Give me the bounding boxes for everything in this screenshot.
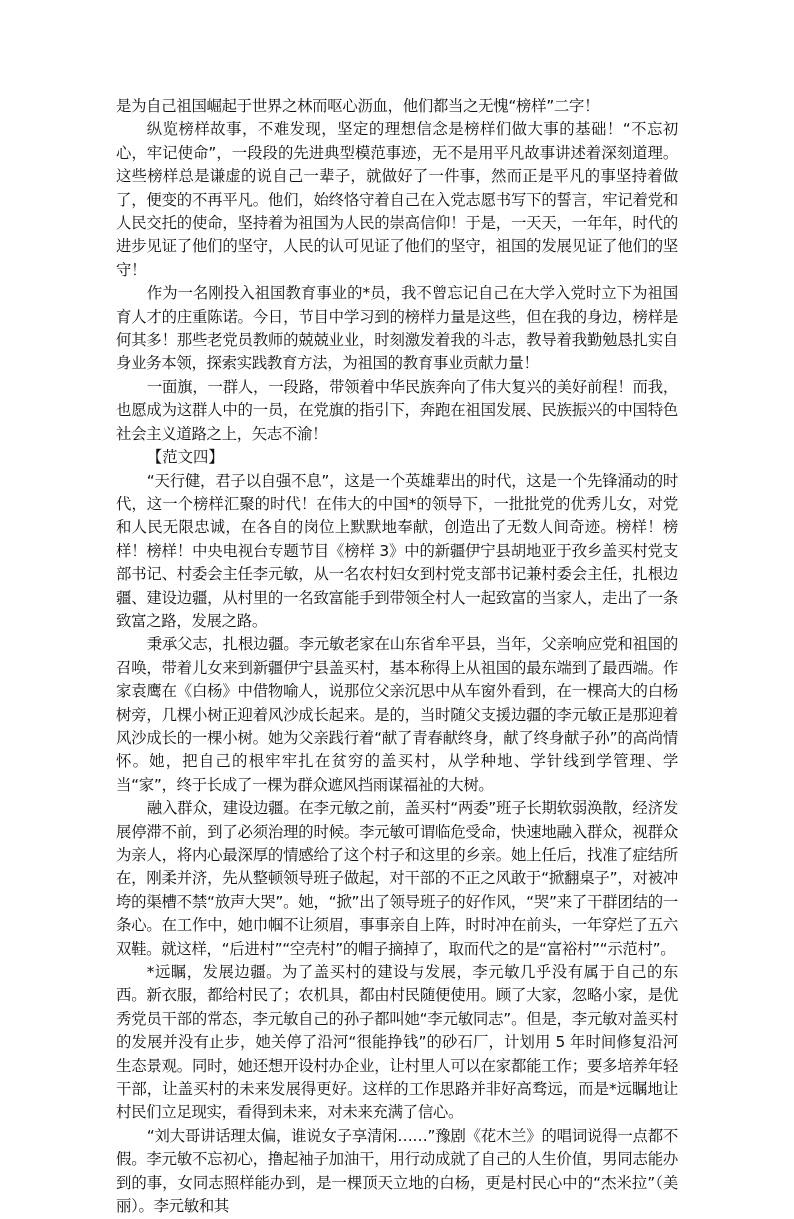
paragraph-1: 是为自己祖国崛起于世界之林而呕心沥血，他们都当之无愧“榜样”二字！: [116, 97, 600, 115]
section-paragraph-4: *远瞩，发展边疆。为了盖买村的建设与发展，李元敏几乎没有属于自己的东西。新衣服，都给村民了；农机具，都由村民随便使用。顾了大家，忽略小家，是优秀党员干部的常态，李元敏自己的孙子都叫她“李元敏同志”。但是，李元敏对盖买村的发展并没有止步，她关停了沿河“很能挣钱”的砂石厂，计划用 5 年时间修复沿河生态景观。同时，她还想开设村办企业，让村里人可以在家都能工作；要多培养年轻干部，让盖买村的未来发展得更好。这样的工作思路并非好高骛远，而是*远瞩地让村民们立足现实，看得到未来，对未来充满了信心。: [116, 963, 678, 1122]
paragraph-2: 纵览榜样故事，不难发现，坚定的理想信念是榜样们做大事的基础！“不忘初心，牢记使命”，一段段的先进典型模范事迹，无不是用平凡故事讲述着深刻道理。这些榜样总是谦虚的说自己一辈子，就做好了一件事，然而正是平凡的事坚持着做了，便变的不再平凡。他们，始终恪守着自己在入党志愿书写下的誓言，牢记着党和人民交托的使命，坚持着为祖国为人民的崇高信仰！于是，一天天，一年年，时代的进步见证了他们的坚守，人民的认可见证了他们的坚守，祖国的发展见证了他们的坚守！: [116, 120, 678, 279]
section-paragraph-5: “刘大哥讲话理太偏，谁说女子享清闲……”豫剧《花木兰》的唱词说得一点都不假。李元敏不忘初心，撸起袖子加油干，用行动成就了自己的人生价值，男同志能办到的事，女同志照样能办到，是一棵顶天立地的白杨，更是村民心中的“杰米拉”（美丽）。李元敏和其: [116, 1126, 678, 1216]
document-page: [116, 95, 678, 1219]
section-paragraph-3: 融入群众，建设边疆。在李元敏之前，盖买村“两委”班子长期软弱涣散，经济发展停滞不前，到了必须治理的时候。李元敏可谓临危受命，快速地融入群众，视群众为亲人，将内心最深厚的情感给了这个村子和这里的乡亲。她上任后，找准了症结所在，刚柔并济，先从整顿领导班子做起，对干部的不正之风敢于“掀翻桌子”，对被冲垮的渠槽不禁“放声大哭”。她，“掀”出了领导班子的好作风，“哭”来了干群团结的一条心。在工作中，她巾帼不让须眉，事事亲自上阵，时时冲在前头，一年穿烂了五六双鞋。就这样，“后进村”“空壳村”的帽子摘掉了，取而代之的是“富裕村”“示范村”。: [116, 799, 678, 958]
section-heading: 【范文四】: [146, 448, 224, 467]
paragraph-3: 作为一名刚投入祖国教育事业的*员，我不曾忘记自己在大学入党时立下为祖国育人才的庄重陈诺。今日，节目中学习到的榜样力量是这些，但在我的身边，榜样是何其多！那些老党员教师的兢兢业业，时刻激发着我的斗志，教导着我勤勉恳扎实自身业务本领，探索实践教育方法，为祖国的教育事业贡献力量！: [116, 284, 678, 373]
section-paragraph-2: 秉承父志，扎根边疆。李元敏老家在山东省牟平县，当年，父亲响应党和祖国的召唤，带着儿女来到新疆伊宁县盖买村，基本称得上从祖国的最东端到了最西端。作家袁鹰在《白杨》中借物喻人，说那位父亲沉思中从车窗外看到，在一棵高大的白杨树旁，几棵小树正迎着风沙成长起来。是的，当时随父支援边疆的李元敏正是那迎着风沙成长的一棵小树。她为父亲践行着“献了青春献终身，献了终身献子孙”的高尚情怀。她，把自己的根牢牢扎在贫穷的盖买村，从学种地、学针线到学管理、学当“家”，终于长成了一棵为群众遮风挡雨谋福祉的大树。: [116, 635, 678, 794]
paragraph-4: 一面旗，一群人，一段路，带领着中华民族奔向了伟大复兴的美好前程！而我，也愿成为这群人中的一员，在党旗的指引下，奔跑在祖国发展、民族振兴的中国特色社会主义道路之上，矢志不渝！: [116, 377, 678, 443]
section-paragraph-1: “天行健，君子以自强不息”，这是一个英雄辈出的时代，这是一个先锋涌动的时代，这一个榜样汇聚的时代！在伟大的中国*的领导下，一批批党的优秀儿女，对党和人民无限忠诚，在各自的岗位上默默地奉献，创造出了无数人间奇迹。榜样！榜样！榜样！中央电视台专题节目《榜样 3》中的新疆伊宁县胡地亚于孜乡盖买村党支部书记、村委会主任李元敏，从一名农村妇女到村党支部书记兼村委会主任，扎根边疆、建设边疆，从村里的一名致富能手到带领全村人一起致富的当家人，走出了一条致富之路，发展之路。: [116, 471, 678, 630]
